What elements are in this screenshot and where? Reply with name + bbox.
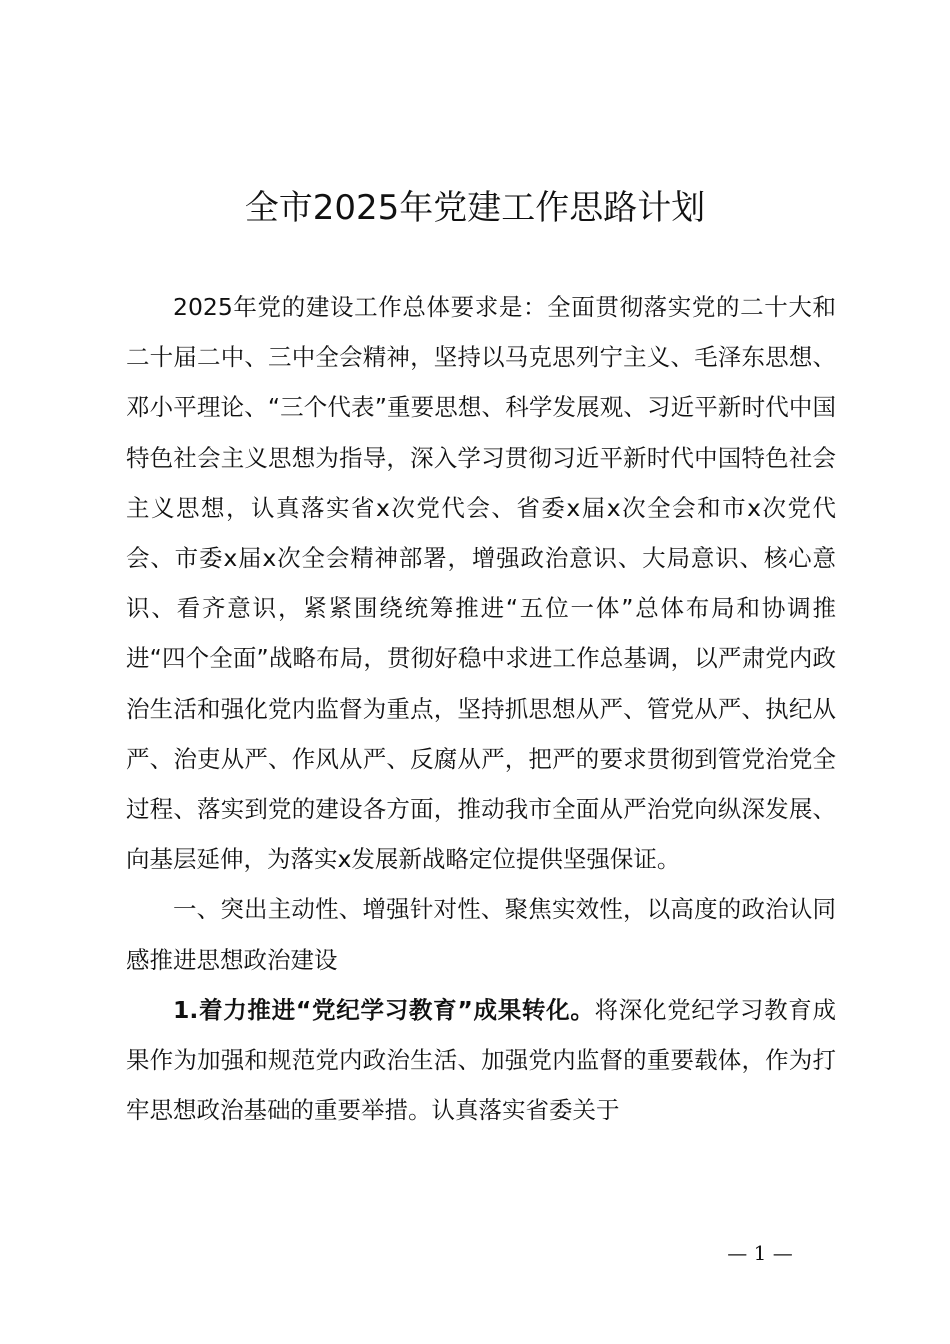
paragraph-general-requirements bbox=[126, 282, 836, 884]
page-title: 全市2025年党建工作思路计划 bbox=[244, 188, 706, 228]
document-body bbox=[126, 282, 836, 1135]
section-heading-one bbox=[126, 884, 836, 984]
paragraph-text: 将深化党纪学习教育成果作为加强和规范党内政治生活、加强党内监督的重要载体，作为打牢思想政治基础的重要举措。认真落实省委关于 bbox=[126, 995, 837, 1125]
section-heading-text: 一、突出主动性、增强针对性、聚焦实效性，以高度的政治认同感推进思想政治建设 bbox=[126, 895, 836, 974]
page-number: — 1 — bbox=[727, 1241, 793, 1265]
item-lead-heading: 1.着力推进“党纪学习教育”成果转化。 bbox=[173, 995, 595, 1024]
paragraph-item-1 bbox=[126, 985, 836, 1136]
paragraph-text: 2025年党的建设工作总体要求是：全面贯彻落实党的二十大和二十届二中、三中全会精神，坚持以马克思列宁主义、毛泽东思想、邓小平理论、“三个代表”重要思想、科学发展观、习近平新时代中国特色社会主义思想为指导，深入学习贯彻习近平新时代中国特色社会主义思想，认真落实省x次党代会、省委x届x次全会和市x次党代会、市委x届x次全会精神部署，增强政治意识、大局意识、核心意识、看齐意识，紧紧围绕统筹推进“五位一体”总体布局和协调推进“四个全面”战略布局，贯彻好稳中求进工作总基调，以严肃党内政治生活和强化党内监督为重点，坚持抓思想从严、管党从严、执纪从严、治吏从严、作风从严、反腐从严，把严的要求贯彻到管党治党全过程、落实到党的建设各方面，推动我市全面从严治党向纵深发展、向基层延伸，为落实x发展新战略定位提供坚强保证。 bbox=[126, 293, 836, 874]
